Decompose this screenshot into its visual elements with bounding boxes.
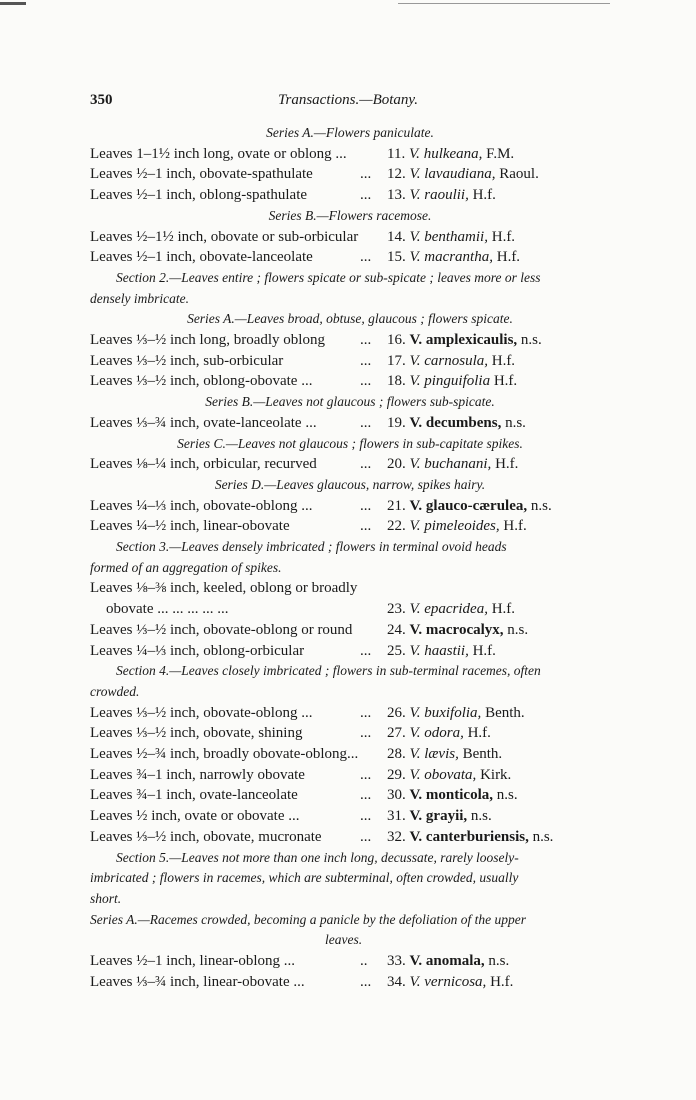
species-entry — [90, 353, 610, 373]
series-heading: Series B.—Leaves not glaucous ; flowers sub-spicate. — [205, 394, 495, 410]
species-number: 29. — [387, 766, 410, 783]
entry-description: Leaves ¾–1 inch, ovate-lanceolate — [90, 787, 298, 804]
species-author: n.s. — [488, 953, 510, 969]
entry-description: Leaves ⅓–½ inch, obovate, mucronate — [90, 828, 322, 845]
section-heading-continued: short. — [90, 890, 122, 906]
species-author: H.f. — [472, 187, 496, 204]
species-epithet: pinguifolia — [424, 373, 494, 390]
species-entry — [90, 187, 610, 207]
species-entry — [90, 622, 610, 642]
entry-description: Leaves ⅓–½ inch, obovate, shining — [90, 725, 303, 742]
genus-abbrev: V. — [409, 497, 426, 514]
entry-description: Leaves ½–1 inch, oblong-spathulate — [90, 187, 308, 204]
species-author: H.f. — [491, 228, 516, 245]
leader-dots: ... — [360, 766, 372, 783]
species-number: 28. — [387, 746, 410, 762]
species-epithet: glauco-cærulea, — [425, 497, 531, 514]
species-epithet: decumbens, — [425, 414, 506, 431]
species-entry — [90, 829, 610, 849]
genus-abbrev: V. — [409, 704, 425, 721]
entry-description: Leaves ½–1 inch, obovate-spathulate — [90, 166, 313, 183]
genus-abbrev: V. — [409, 828, 426, 845]
species-entry — [90, 249, 610, 269]
species-author: n.s. — [470, 808, 492, 825]
series-heading: Series C.—Leaves not glaucous ; flowers in sub-capitate spikes. — [177, 435, 523, 451]
species-author: n.s. — [496, 787, 518, 804]
section-heading-continued: formed of an aggregation of spikes. — [90, 559, 282, 575]
species-epithet: obovata, — [424, 766, 481, 783]
species-entry — [90, 725, 610, 745]
entry-description: Leaves ⅛–⅜ inch, keeled, oblong or broadly — [90, 580, 358, 597]
leader-dots: ... — [360, 414, 372, 431]
genus-abbrev: V. — [409, 787, 426, 804]
genus-abbrev: V. — [409, 166, 425, 183]
species-name — [387, 498, 552, 515]
genus-abbrev: V. — [409, 228, 425, 245]
species-author: Benth. — [462, 746, 503, 762]
species-epithet: buxifolia, — [424, 704, 486, 721]
species-author: H.f. — [495, 456, 519, 473]
species-epithet: grayii, — [425, 808, 471, 825]
species-epithet: carnosula, — [424, 352, 492, 369]
species-name — [387, 808, 492, 825]
running-header — [90, 92, 606, 112]
species-epithet: anomala, — [425, 953, 489, 969]
species-number: 22. — [387, 518, 410, 535]
genus-abbrev: V. — [409, 456, 425, 473]
leader-dots: ... — [360, 249, 372, 266]
species-name — [387, 249, 520, 266]
species-number: 20. — [387, 456, 410, 473]
entry-description: Leaves ½–1 inch, obovate-lanceolate — [90, 249, 313, 266]
species-number: 14. — [387, 228, 410, 245]
species-epithet: monticola, — [425, 787, 497, 804]
leader-dots: ... — [360, 704, 372, 721]
species-name — [387, 353, 515, 370]
species-number: 12. — [387, 166, 410, 183]
species-entry — [90, 746, 610, 766]
section-heading: Section 3.—Leaves densely imbricated ; flowers in terminal ovoid heads — [116, 539, 507, 554]
series-heading: Series B.—Flowers racemose. — [268, 207, 432, 223]
species-name — [387, 953, 509, 970]
species-number: 18. — [387, 373, 410, 390]
species-epithet: hulkeana, — [423, 145, 487, 162]
entry-description: Leaves ⅓–½ inch, obovate-oblong ... — [90, 704, 313, 721]
genus-abbrev: V. — [409, 725, 425, 742]
series-heading: Series A.—Flowers paniculate. — [266, 125, 434, 140]
genus-abbrev: V. — [409, 518, 425, 535]
species-number: 27. — [387, 725, 410, 742]
entry-description: Leaves ¼–⅓ inch, obovate-oblong ... — [90, 497, 313, 514]
species-entry — [90, 456, 610, 476]
entry-description: Leaves ⅓–¾ inch, ovate-lanceolate ... — [90, 414, 317, 431]
entry-description: obovate ... ... ... ... ... — [106, 601, 229, 618]
species-epithet: macrantha, — [424, 249, 497, 266]
species-entry — [90, 146, 610, 166]
genus-abbrev: V. — [408, 145, 424, 162]
species-epithet: amplexicaulis, — [425, 332, 521, 348]
species-name — [387, 146, 514, 163]
entry-description: Leaves ½–1 inch, linear-oblong ... — [90, 953, 296, 969]
species-epithet: vernicosa, — [424, 973, 491, 990]
species-author: n.s. — [507, 621, 529, 638]
species-epithet: odora, — [424, 725, 468, 742]
species-number: 13. — [387, 187, 410, 204]
leader-dots: ... — [360, 187, 372, 204]
entry-description: Leaves ⅓–½ inch long, broadly oblong — [90, 332, 325, 348]
species-entry — [90, 705, 610, 725]
genus-abbrev: V. — [409, 973, 425, 990]
leader-dots: ... — [360, 497, 372, 514]
genus-abbrev: V. — [409, 352, 425, 369]
species-number: 33. — [387, 953, 410, 969]
species-entry — [90, 332, 610, 352]
species-number: 17. — [387, 352, 410, 369]
leader-dots: ... — [360, 166, 372, 183]
species-number: 15. — [387, 249, 410, 266]
species-epithet: macrocalyx, — [425, 621, 508, 638]
genus-abbrev: V. — [409, 249, 425, 266]
leader-dots: ... — [360, 808, 372, 825]
species-number: 21. — [387, 497, 410, 514]
species-author: F.M. — [486, 145, 515, 162]
species-author: H.f. — [491, 352, 516, 369]
genus-abbrev: V. — [409, 642, 425, 659]
entry-description: Leaves ¼–½ inch, linear-obovate — [90, 518, 290, 535]
section-heading-continued: imbricated ; flowers in racemes, which are subterminal, often crowded, usually — [90, 870, 519, 886]
genus-abbrev: V. — [409, 808, 426, 825]
genus-abbrev: V. — [409, 601, 425, 618]
genus-abbrev: V. — [409, 414, 426, 431]
species-author: H.f. — [472, 642, 496, 659]
species-name — [387, 166, 539, 183]
section-heading: Section 5.—Leaves not more than one inch long, decussate, rarely loosely- — [116, 849, 519, 865]
species-name — [387, 829, 553, 846]
species-author: n.s. — [530, 497, 552, 514]
leader-dots: ... — [360, 332, 372, 348]
species-entry — [90, 415, 610, 435]
species-entry — [90, 643, 610, 663]
species-author: H.f. — [467, 725, 491, 742]
species-number: 11. — [387, 145, 409, 162]
entry-description: Leaves ⅓–¾ inch, linear-obovate ... — [90, 973, 305, 990]
species-epithet: buchanani, — [424, 456, 496, 473]
species-number: 32. — [387, 828, 410, 845]
leader-dots: ... — [360, 828, 372, 845]
species-name — [387, 705, 525, 722]
species-number: 23. — [387, 601, 410, 618]
species-author: Raoul. — [499, 166, 539, 183]
leader-dots: ... — [360, 642, 372, 659]
species-name — [387, 974, 513, 991]
entry-description: Leaves ½–1½ inch, obovate or sub-orbicular — [90, 228, 359, 245]
section-heading-continued: crowded. — [90, 683, 140, 699]
species-epithet: benthamii, — [424, 228, 492, 245]
leader-dots: ... — [360, 787, 372, 804]
genus-abbrev: V. — [409, 953, 426, 969]
species-author: n.s. — [532, 828, 554, 845]
species-number: 31. — [387, 808, 410, 825]
species-name — [387, 373, 517, 390]
section-heading-continued: Series A.—Racemes crowded, becoming a panicle by the defoliation of the upper — [90, 911, 527, 927]
species-name — [387, 456, 518, 473]
species-name — [387, 229, 515, 246]
species-entry — [90, 166, 610, 186]
species-entry — [90, 498, 610, 518]
leader-dots: ... — [360, 352, 372, 369]
scan-mark-right — [398, 3, 610, 4]
entry-description: Leaves 1–1½ inch long, ovate or oblong ... — [90, 145, 347, 162]
species-author: H.f. — [490, 973, 514, 990]
genus-abbrev: V. — [409, 373, 425, 390]
entry-description: Leaves ¾–1 inch, narrowly obovate — [90, 766, 305, 783]
species-name — [387, 746, 502, 763]
leader-dots: ... — [360, 373, 372, 390]
species-number: 30. — [387, 787, 410, 804]
species-epithet: haastii, — [424, 642, 473, 659]
leader-dots: ... — [360, 725, 372, 742]
species-author: H.f. — [491, 601, 516, 618]
species-author: n.s. — [505, 414, 526, 431]
entry-description: Leaves ½–¾ inch, broadly obovate-oblong... — [90, 746, 359, 762]
entry-description: Leaves ⅓–½ inch, sub-orbicular — [90, 352, 284, 369]
species-name — [387, 601, 515, 618]
species-author: H.f. — [503, 518, 527, 535]
species-epithet: raoulii, — [424, 187, 473, 204]
genus-abbrev: V. — [409, 332, 426, 348]
species-entry — [90, 601, 610, 621]
species-entry — [90, 953, 610, 973]
leader-dots: ... — [360, 518, 372, 535]
species-name — [387, 622, 528, 639]
species-name — [387, 643, 496, 660]
entry-description: Leaves ¼–⅓ inch, oblong-orbicular — [90, 642, 305, 659]
species-entry — [90, 787, 610, 807]
species-entry — [90, 974, 610, 994]
species-author: H.f. — [493, 373, 518, 390]
section-heading: Section 2.—Leaves entire ; flowers spicate or sub-spicate ; leaves more or less — [116, 269, 541, 285]
series-heading: Series A.—Leaves broad, obtuse, glaucous ; flowers spicate. — [187, 311, 513, 327]
species-name — [387, 787, 518, 804]
scan-marks — [0, 0, 696, 10]
species-epithet: epacridea, — [424, 601, 492, 618]
species-name — [387, 725, 491, 742]
page-number: 350 — [90, 92, 113, 108]
series-heading: Series D.—Leaves glaucous, narrow, spikes hairy. — [214, 476, 486, 492]
species-number: 16. — [387, 332, 410, 348]
leader-dots: .. — [360, 953, 368, 969]
genus-abbrev: V. — [409, 187, 425, 204]
entry-description: Leaves ⅓–½ inch, oblong-obovate ... — [90, 373, 313, 390]
species-number: 19. — [387, 414, 410, 431]
running-title: Transactions.—Botany. — [277, 92, 419, 108]
scan-mark-left — [0, 2, 26, 5]
species-entry — [90, 808, 610, 828]
species-entry — [90, 518, 610, 538]
leader-dots: ... — [360, 973, 372, 990]
species-name — [387, 187, 496, 204]
genus-abbrev: V. — [409, 621, 426, 638]
entry-description: Leaves ½ inch, ovate or obovate ... — [90, 808, 300, 825]
species-name — [387, 332, 542, 349]
entry-description: Leaves ⅛–¼ inch, orbicular, recurved — [90, 456, 317, 473]
genus-abbrev: V. — [409, 766, 425, 783]
species-epithet: pimeleoides, — [424, 518, 504, 535]
species-number: 24. — [387, 621, 410, 638]
species-name — [387, 518, 527, 535]
section-heading-continued: densely imbricate. — [90, 290, 189, 306]
species-author: Benth. — [485, 704, 525, 721]
entry-description: Leaves ⅓–½ inch, obovate-oblong or round — [90, 621, 353, 638]
section-heading: Section 4.—Leaves closely imbricated ; flowers in sub-terminal racemes, often — [116, 663, 541, 679]
species-epithet: lavaudiana, — [424, 166, 500, 183]
species-entry — [90, 767, 610, 787]
species-author: Kirk. — [480, 766, 512, 783]
species-author: H.f. — [496, 249, 521, 266]
species-entry — [90, 229, 610, 249]
leader-dots: ... — [360, 456, 372, 473]
species-number: 25. — [387, 642, 410, 659]
species-epithet: lævis, — [424, 746, 463, 762]
species-author: n.s. — [520, 332, 542, 348]
species-number: 26. — [387, 704, 410, 721]
species-epithet: canterburiensis, — [425, 828, 533, 845]
species-entry — [90, 373, 610, 393]
species-name — [387, 415, 526, 432]
series-heading: leaves. — [325, 932, 363, 948]
species-number: 34. — [387, 973, 410, 990]
species-name — [387, 767, 511, 784]
genus-abbrev: V. — [409, 746, 425, 762]
